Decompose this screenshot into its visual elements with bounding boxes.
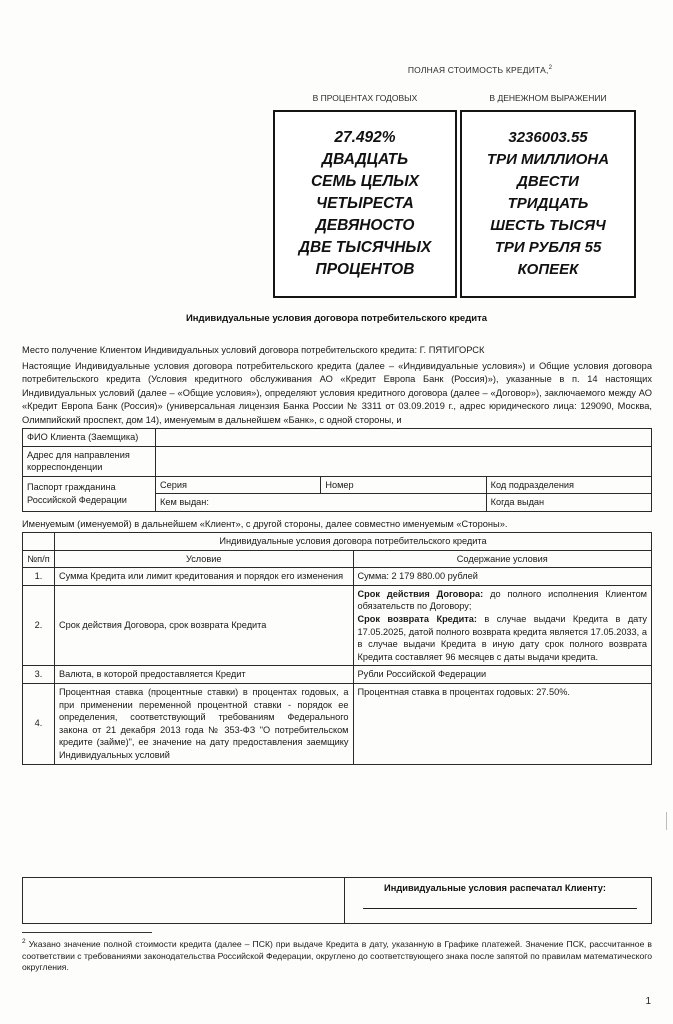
repayment-term-text: в случае выдачи Кредита в дату 17.05.2025, датой полного возврата кредита является 17.05.2033, а в случае выдачи Кредита в иную дату срок полного возврата Кредита составляет 96 месяцев с даты выдачи кредита. bbox=[357, 613, 647, 662]
header-content: Содержание условия bbox=[353, 550, 652, 568]
row-number: 3. bbox=[23, 666, 55, 684]
psk-amount-line: ТРИ МИЛЛИОНА bbox=[486, 151, 610, 168]
psk-percent-line: 27.492% bbox=[334, 129, 396, 146]
row-number: 2. bbox=[23, 585, 55, 666]
intro-paragraph: Настоящие Индивидуальные условия договора потребительского кредита (далее – «Индивидуальные условия») и Общие условия договора потребительского кредита (Условия кредитного обслуживания АО «Кредит Европа Банк (Россия)»), указанные в п. 14 настоящих Индивидуальных условий (далее – «Общие условия»), определяют условия кредитного договора (далее – «Договор»), заключаемого между АО «Кредит Европа Банк (Россия)» (универсальная лицензия Банка России № 3311 от 03.09.2019 г., адрес юридического лица: 129090, Москва, Олимпийский проспект, дом 14), именуемым в дальнейшем «Банк», с одной стороны, и bbox=[22, 361, 652, 425]
passport-number-label: Номер bbox=[321, 476, 486, 494]
table-row bbox=[23, 476, 652, 494]
psk-title-footnote-marker: 2 bbox=[548, 65, 553, 72]
footnote bbox=[22, 936, 652, 974]
psk-left-caption: В ПРОЦЕНТАХ ГОДОВЫХ bbox=[312, 93, 418, 103]
client-fio-label: ФИО Клиента (Заемщика) bbox=[23, 429, 156, 447]
page-number: 1 bbox=[645, 996, 651, 1007]
table-header-row bbox=[23, 550, 652, 568]
table-row bbox=[23, 585, 652, 666]
place-of-receipt-line: Место получение Клиентом Индивидуальных условий договора потребительского кредита: Г. ПЯТИГОРСК bbox=[22, 345, 485, 355]
psk-percent-line: ДЕВЯНОСТО bbox=[315, 217, 415, 234]
client-fio-field[interactable] bbox=[156, 429, 652, 447]
signature-line[interactable] bbox=[363, 908, 637, 909]
passport-series-label: Серия bbox=[156, 476, 321, 494]
psk-right-caption: В ДЕНЕЖНОМ ВЫРАЖЕНИИ bbox=[489, 93, 607, 103]
total-cost-of-credit-header bbox=[0, 60, 673, 305]
table-row bbox=[23, 446, 652, 476]
footnote-marker: 2 bbox=[22, 938, 26, 945]
psk-percent-box bbox=[273, 110, 457, 298]
banner-spacer bbox=[23, 533, 55, 551]
client-details-table bbox=[22, 428, 652, 512]
row-content: Рубли Российской Федерации bbox=[353, 666, 652, 684]
individual-conditions-table bbox=[22, 532, 652, 765]
row-content: Процентная ставка в процентах годовых: 27.50%. bbox=[353, 683, 652, 764]
signature-right-area bbox=[345, 878, 651, 923]
psk-amount-line: ДВЕСТИ bbox=[517, 173, 579, 190]
passport-issued-by-label[interactable]: Кем выдан: bbox=[156, 494, 487, 512]
row-condition: Сумма Кредита или лимит кредитования и порядок его изменения bbox=[55, 568, 354, 586]
signature-left-field[interactable] bbox=[23, 878, 345, 923]
passport-label: Паспорт гражданина Российской Федерации bbox=[23, 476, 156, 511]
header-num: №п/п bbox=[23, 550, 55, 568]
psk-percent-line: ЧЕТЫРЕСТА bbox=[316, 195, 414, 212]
client-address-field[interactable] bbox=[156, 446, 652, 476]
psk-amount-line: ШЕСТЬ ТЫСЯЧ bbox=[490, 217, 606, 234]
named-hereinafter-line: Именуемым (именуемой) в дальнейшем «Клиент», с другой стороны, далее совместно именуемым «Стороны». bbox=[22, 519, 508, 529]
psk-percent-line: ПРОЦЕНТОВ bbox=[315, 261, 415, 278]
psk-amount-box bbox=[460, 110, 636, 298]
psk-percent-line: ДВАДЦАТЬ bbox=[321, 151, 409, 168]
footnote-text: Указано значение полной стоимости кредита (далее – ПСК) при выдаче Кредита в дату, указанную в Графике платежей. Значение ПСК, рассчитанное в соответствии с требованиями законодательства Российской Федерации, округлено до соответствующего знака после запятой по правилам математического округления. bbox=[22, 938, 652, 973]
psk-title bbox=[360, 65, 600, 75]
contract-term-label: Срок действия Договора: bbox=[357, 588, 484, 599]
table-row bbox=[23, 533, 652, 551]
row-content bbox=[353, 585, 652, 666]
row-condition: Процентная ставка (процентные ставки) в процентах годовых, а при применении переменной процентной ставки - порядок ее определения, соответствующий требованиям Федерального закона от 21 декабря 2013 года № 353-ФЗ "О потребительском кредите (займе)", ее значение на дату предоставления заемщику Индивидуальных условий bbox=[55, 683, 354, 764]
psk-amount-line: 3236003.55 bbox=[508, 129, 588, 146]
scan-edge-mark bbox=[666, 812, 667, 830]
footnote-divider bbox=[22, 932, 152, 933]
psk-amount-line: ТРИДЦАТЬ bbox=[507, 195, 589, 212]
psk-title-text: ПОЛНАЯ СТОИМОСТЬ КРЕДИТА, bbox=[407, 65, 549, 75]
row-number: 1. bbox=[23, 568, 55, 586]
contract-term-text: до полного исполнения Клиентом обязательств по Договору; bbox=[357, 588, 647, 612]
psk-amount-line: ТРИ РУБЛЯ 55 bbox=[494, 239, 602, 256]
passport-issued-date-label[interactable]: Когда выдан bbox=[486, 494, 651, 512]
header-condition: Условие bbox=[55, 550, 354, 568]
psk-percent-line: ДВЕ ТЫСЯЧНЫХ bbox=[298, 239, 432, 256]
signature-block bbox=[22, 877, 652, 924]
psk-amount-line: КОПЕЕК bbox=[517, 261, 579, 278]
table-row bbox=[23, 683, 652, 764]
repayment-term-label: Срок возврата Кредита: bbox=[357, 613, 477, 624]
passport-division-code-label: Код подразделения bbox=[486, 476, 651, 494]
client-address-label: Адрес для направления корреспонденции bbox=[23, 446, 156, 476]
row-condition: Валюта, в которой предоставляется Кредит bbox=[55, 666, 354, 684]
psk-percent-line: СЕМЬ ЦЕЛЫХ bbox=[310, 173, 420, 190]
row-number: 4. bbox=[23, 683, 55, 764]
table-row bbox=[23, 568, 652, 586]
printed-for-client-label: Индивидуальные условия распечатал Клиенту: bbox=[384, 883, 606, 893]
row-condition: Срок действия Договора, срок возврата Кредита bbox=[55, 585, 354, 666]
table-row bbox=[23, 666, 652, 684]
table-row bbox=[23, 429, 652, 447]
conditions-table-banner: Индивидуальные условия договора потребительского кредита bbox=[55, 533, 652, 551]
page-title: Индивидуальные условия договора потребительского кредита bbox=[185, 313, 488, 324]
row-content: Сумма: 2 179 880.00 рублей bbox=[353, 568, 652, 586]
